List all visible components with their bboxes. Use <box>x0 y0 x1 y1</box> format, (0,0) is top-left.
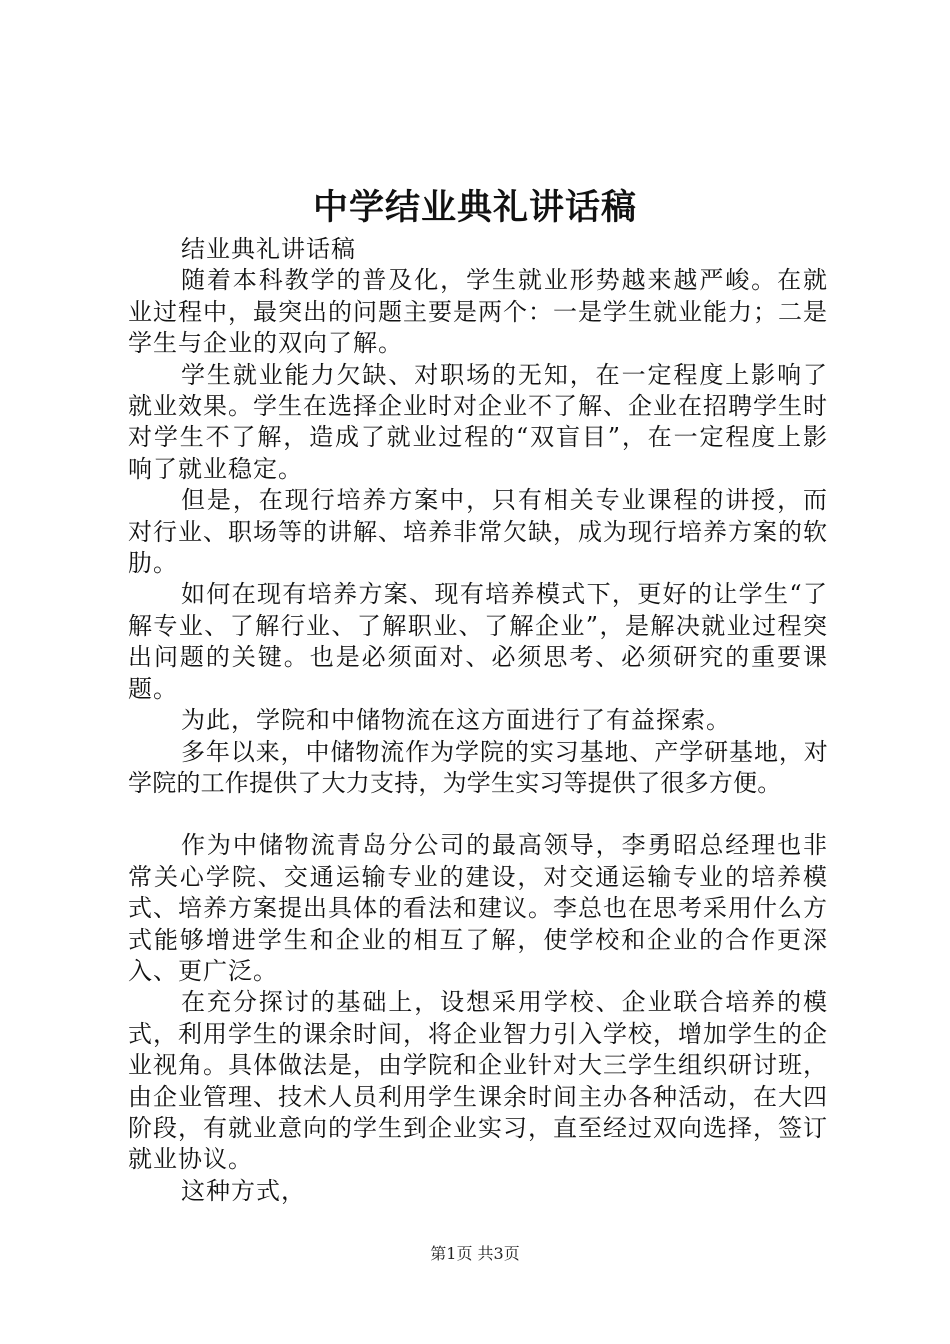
paragraph: 多年以来，中储物流作为学院的实习基地、产学研基地，对学院的工作提供了大力支持，为学生实习等提供了很多方便。 <box>128 737 828 797</box>
page-footer: 第1页 共3页 <box>430 1244 520 1263</box>
paragraph: 结业典礼讲话稿 <box>181 235 356 263</box>
paragraph: 随着本科教学的普及化，学生就业形势越来越严峻。在就业过程中，最突出的问题主要是两个：一是学生就业能力；二是学生与企业的双向了解。 <box>128 266 828 358</box>
paragraph: 如何在现有培养方案、现有培养模式下，更好的让学生“了解专业、了解行业、了解职业、了解企业”，是解决就业过程突出问题的关键。也是必须面对、必须思考、必须研究的重要课题。 <box>128 580 828 703</box>
paragraph: 但是，在现行培养方案中，只有相关专业课程的讲授，而对行业、职场等的讲解、培养非常欠缺，成为现行培养方案的软肋。 <box>128 486 828 578</box>
paragraph: 作为中储物流青岛分公司的最高领导，李勇昭总经理也非常关心学院、交通运输专业的建设，对交通运输专业的培养模式、培养方案提出具体的看法和建议。李总也在思考采用什么方式能够增进学生和企业的相互了解，使学校和企业的合作更深入、更广泛。 <box>128 831 828 985</box>
paragraph: 这种方式， <box>181 1176 306 1205</box>
paragraph: 在充分探讨的基础上，设想采用学校、企业联合培养的模式，利用学生的课余时间，将企业智力引入学校，增加学生的企业视角。具体做法是，由学院和企业针对大三学生组织研讨班，由企业管理、技术人员利用学生课余时间主办各种活动，在大四阶段，有就业意向的学生到企业实习，直至经过双向选择，签订就业协议。 <box>128 988 828 1174</box>
paragraph: 学生就业能力欠缺、对职场的无知，在一定程度上影响了就业效果。学生在选择企业时对企业不了解、企业在招聘学生时对学生不了解，造成了就业过程的“双盲目”，在一定程度上影响了就业稳定。 <box>128 360 828 483</box>
paragraph: 为此，学院和中储物流在这方面进行了有益探索。 <box>181 706 731 735</box>
document-body <box>128 234 828 1207</box>
document-title: 中学结业典礼讲话稿 <box>312 187 637 228</box>
